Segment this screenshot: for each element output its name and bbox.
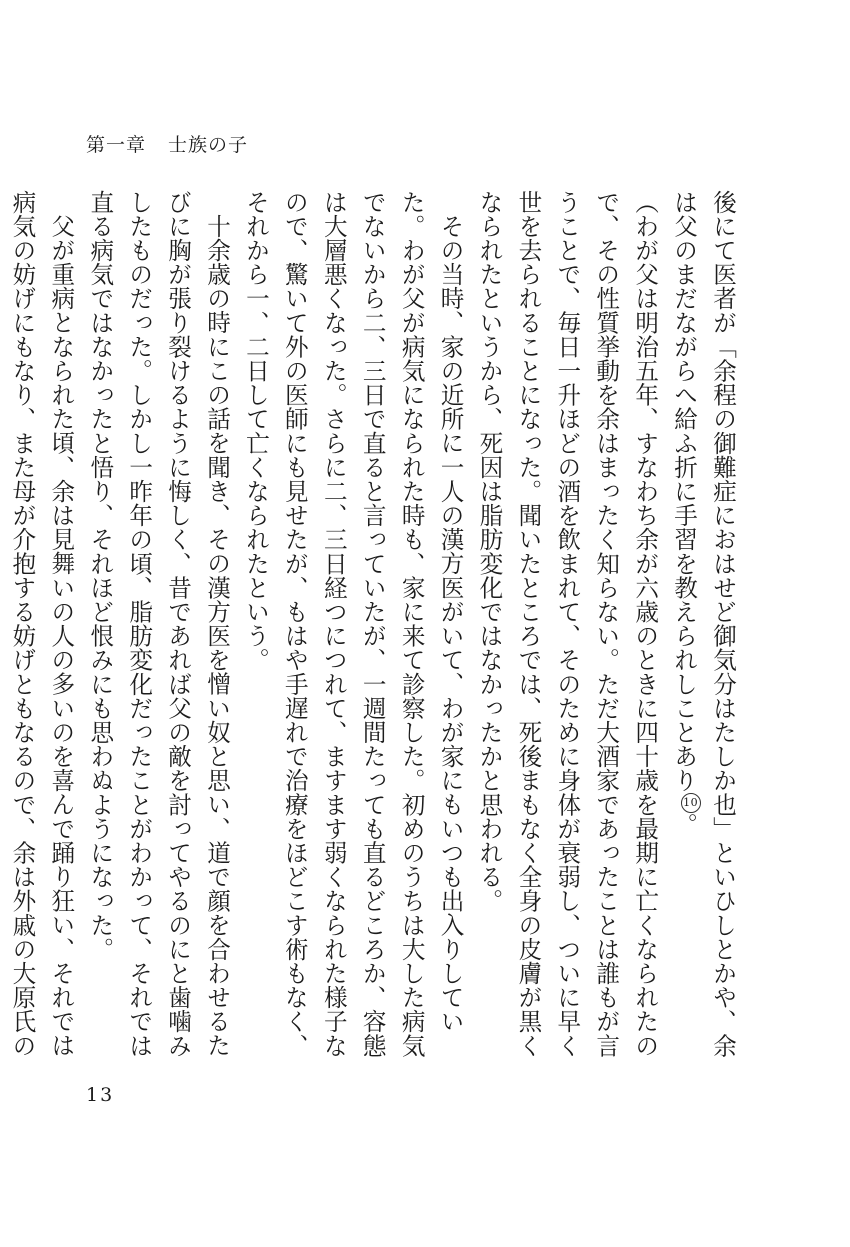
chapter-label: 第一章: [86, 134, 147, 156]
paragraph-4: 十余歳の時にこの話を聞き、その漢方医を憎い奴と思い、道で顔を合わせるたびに胸が張り裂けるように悔しく、昔であれば父の敵を討ってやるのにと歯噛みしたものだった。しかし一昨年の頃、脂肪変化だったことがわかって、それでは直る病気ではなかったと悟り、それほど恨みにも思わぬようになった。: [86, 190, 232, 1058]
paragraph-1-text: 後にて医者が「余程の御難症におはせど御気分はたしか也」といひしとかや、余は父のまだながらへ給ふ折に手習を教えられしことあり: [670, 190, 737, 1058]
paragraph-1-end: 。: [670, 812, 699, 837]
paragraph-2: （わが父は明治五年、すなわち余が六歳のときに四十歳を最期に亡くなられたので、その性質挙動を余はまったく知らない。ただ大酒家であったことは誰もが言うことで、毎日一升ほどの酒を飲まれて、そのために身体が衰弱し、ついに早く世を去られることになった。聞いたところでは、死後まもなく全身の皮膚が黒くなられたというから、死因は脂肪変化ではなかったかと思われる。: [475, 190, 660, 1058]
paragraph-3: その当時、家の近所に一人の漢方医がいて、わが家にもいつも出入りしていた。わが父が病気になられた時も、家に来て診察した。初めのうちは大した病気でないから二、三日で直ると言っていたが、一週間たっても直るどころか、容態は大層悪くなった。さらに二、三日経つにつれて、ますます弱くなられた様子なので、驚いて外の医師にも見せたが、もはや手遅れで治療をほどこす術もなく、それから一、二日して亡くなられたという。: [241, 190, 465, 1058]
page-number: 13: [86, 1084, 115, 1106]
chapter-title: 士族の子: [168, 134, 249, 156]
paragraph-5: 父が重病となられた頃、余は見舞いの人の多いのを喜んで踊り狂い、それでは病気の妨げにもなり、また母が介抱する妨げともなるので、余は外戚の大原氏の: [8, 190, 76, 1058]
vertical-body-text: [8, 190, 742, 1070]
footnote-ref[interactable]: 10: [681, 793, 701, 813]
paragraph-1: [664, 190, 742, 1070]
running-head: [86, 130, 248, 157]
